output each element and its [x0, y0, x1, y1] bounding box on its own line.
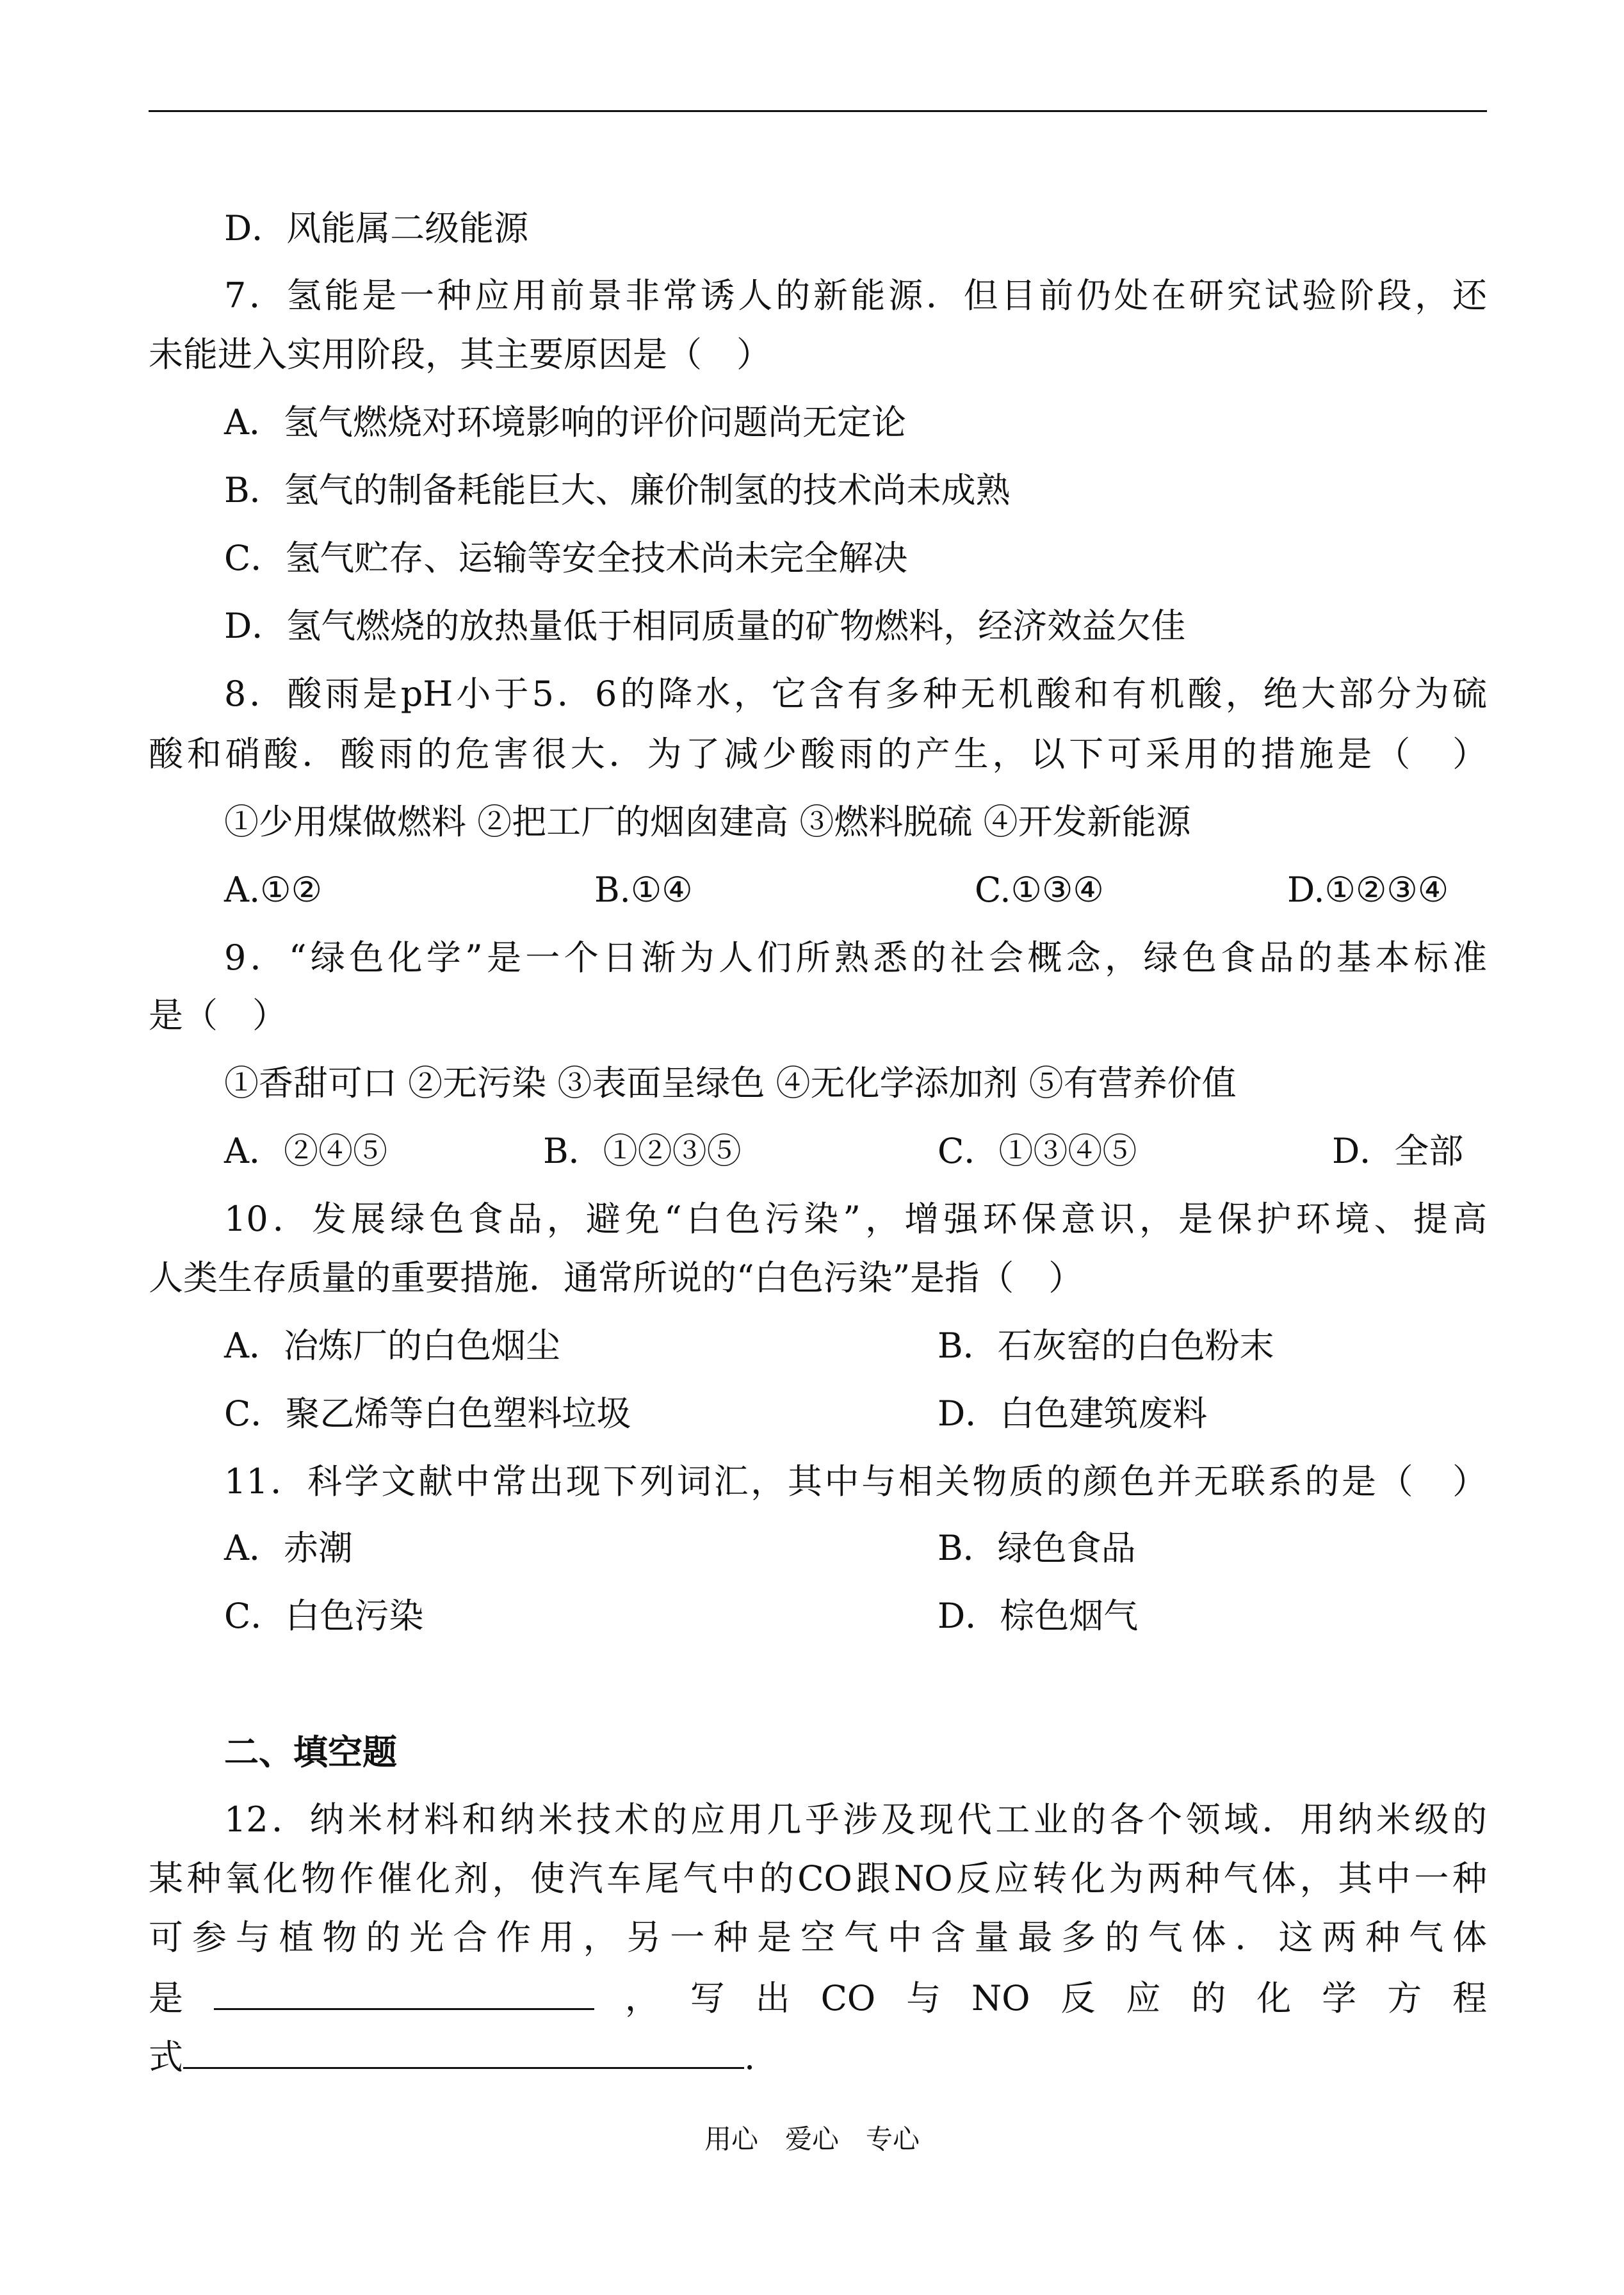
q7-option-a: A．氢气燃烧对环境影响的评价问题尚无定论 [224, 402, 906, 442]
q8-option-d: D.①②③④ [1287, 870, 1449, 910]
q12-stem-line2: 某种氧化物作催化剂，使汽车尾气中的CO跟NO反应转化为两种气体，其中一种 [149, 1858, 1487, 1899]
q12-stem-line1: 12．纳米材料和纳米技术的应用几乎涉及现代工业的各个领域．用纳米级的 [224, 1799, 1487, 1840]
q12-stem-line5 [149, 2036, 1487, 2077]
q7-stem-line2: 未能进入实用阶段，其主要原因是（ ） [149, 334, 771, 375]
q9-criteria: ①香甜可口 ②无污染 ③表面呈绿色 ④无化学添加剂 ⑤有营养价值 [224, 1063, 1237, 1103]
q12-line5-suffix: . [744, 2037, 756, 2077]
q9-option-c: C．①③④⑤ [938, 1131, 1137, 1171]
q11-option-d: D．棕色烟气 [938, 1596, 1139, 1636]
q9-stem-line2: 是（ ） [149, 995, 287, 1035]
header-rule [149, 110, 1487, 112]
q9-stem-line1: 9．“绿色化学”是一个日渐为人们所熟悉的社会概念，绿色食品的基本标准 [224, 937, 1487, 978]
q8-stem-line2: 酸和硝酸．酸雨的危害很大．为了减少酸雨的产生，以下可采用的措施是（ ） [149, 734, 1487, 774]
q8-measures: ①少用煤做燃料 ②把工厂的烟囱建高 ③燃料脱硫 ④开发新能源 [224, 802, 1191, 842]
q9-option-d: D．全部 [1332, 1131, 1464, 1171]
page-footer: 用心 爱心 专心 [704, 2123, 920, 2155]
q12-line5-prefix: 式 [149, 2037, 183, 2077]
q7-option-c: C．氢气贮存、运输等安全技术尚未完全解决 [224, 538, 908, 578]
q12-line4-prefix: 是 [149, 1978, 214, 2018]
q12-line4-suffix: ，写出CO与NO反应的化学方程 [594, 1978, 1487, 2018]
q9-option-a: A．②④⑤ [224, 1131, 387, 1171]
q12-answer-blank-equation[interactable] [183, 2036, 744, 2069]
q8-stem-line1: 8．酸雨是pH小于5．6的降水，它含有多种无机酸和有机酸，绝大部分为硫 [224, 674, 1487, 714]
q6-option-d: D．风能属二级能源 [224, 208, 529, 248]
q12-answer-blank-gases[interactable] [214, 1977, 594, 2010]
q10-stem-line2: 人类生存质量的重要措施．通常所说的“白色污染”是指（ ） [149, 1258, 1084, 1298]
q8-option-c: C.①③④ [975, 870, 1104, 910]
q8-option-a: A.①② [224, 870, 322, 910]
q10-option-d: D．白色建筑废料 [938, 1393, 1208, 1434]
q10-option-b: B．石灰窑的白色粉末 [938, 1326, 1274, 1366]
section-title: 二、填空题 [224, 1731, 397, 1772]
q8-option-b: B.①④ [594, 870, 693, 910]
q7-stem-line1: 7．氢能是一种应用前景非常诱人的新能源．但目前仍处在研究试验阶段，还 [224, 275, 1487, 316]
q10-stem-line1: 10．发展绿色食品，避免“白色污染”，增强环保意识，是保护环境、提高 [224, 1199, 1487, 1239]
q11-stem: 11．科学文献中常出现下列词汇，其中与相关物质的颜色并无联系的是（ ） [224, 1461, 1487, 1502]
q7-option-b: B．氢气的制备耗能巨大、廉价制氢的技术尚未成熟 [224, 470, 1011, 510]
q10-option-c: C．聚乙烯等白色塑料垃圾 [224, 1393, 631, 1434]
q11-option-a: A．赤潮 [224, 1528, 353, 1568]
q11-option-b: B．绿色食品 [938, 1528, 1136, 1568]
q7-option-d: D．氢气燃烧的放热量低于相同质量的矿物燃料，经济效益欠佳 [224, 606, 1186, 646]
q11-option-c: C．白色污染 [224, 1596, 424, 1636]
q12-stem-line4 [149, 1977, 1487, 2018]
q9-option-b: B．①②③⑤ [543, 1131, 742, 1171]
q10-option-a: A．冶炼厂的白色烟尘 [224, 1326, 560, 1366]
q12-stem-line3: 可参与植物的光合作用，另一种是空气中含量最多的气体．这两种气体 [149, 1917, 1487, 1958]
